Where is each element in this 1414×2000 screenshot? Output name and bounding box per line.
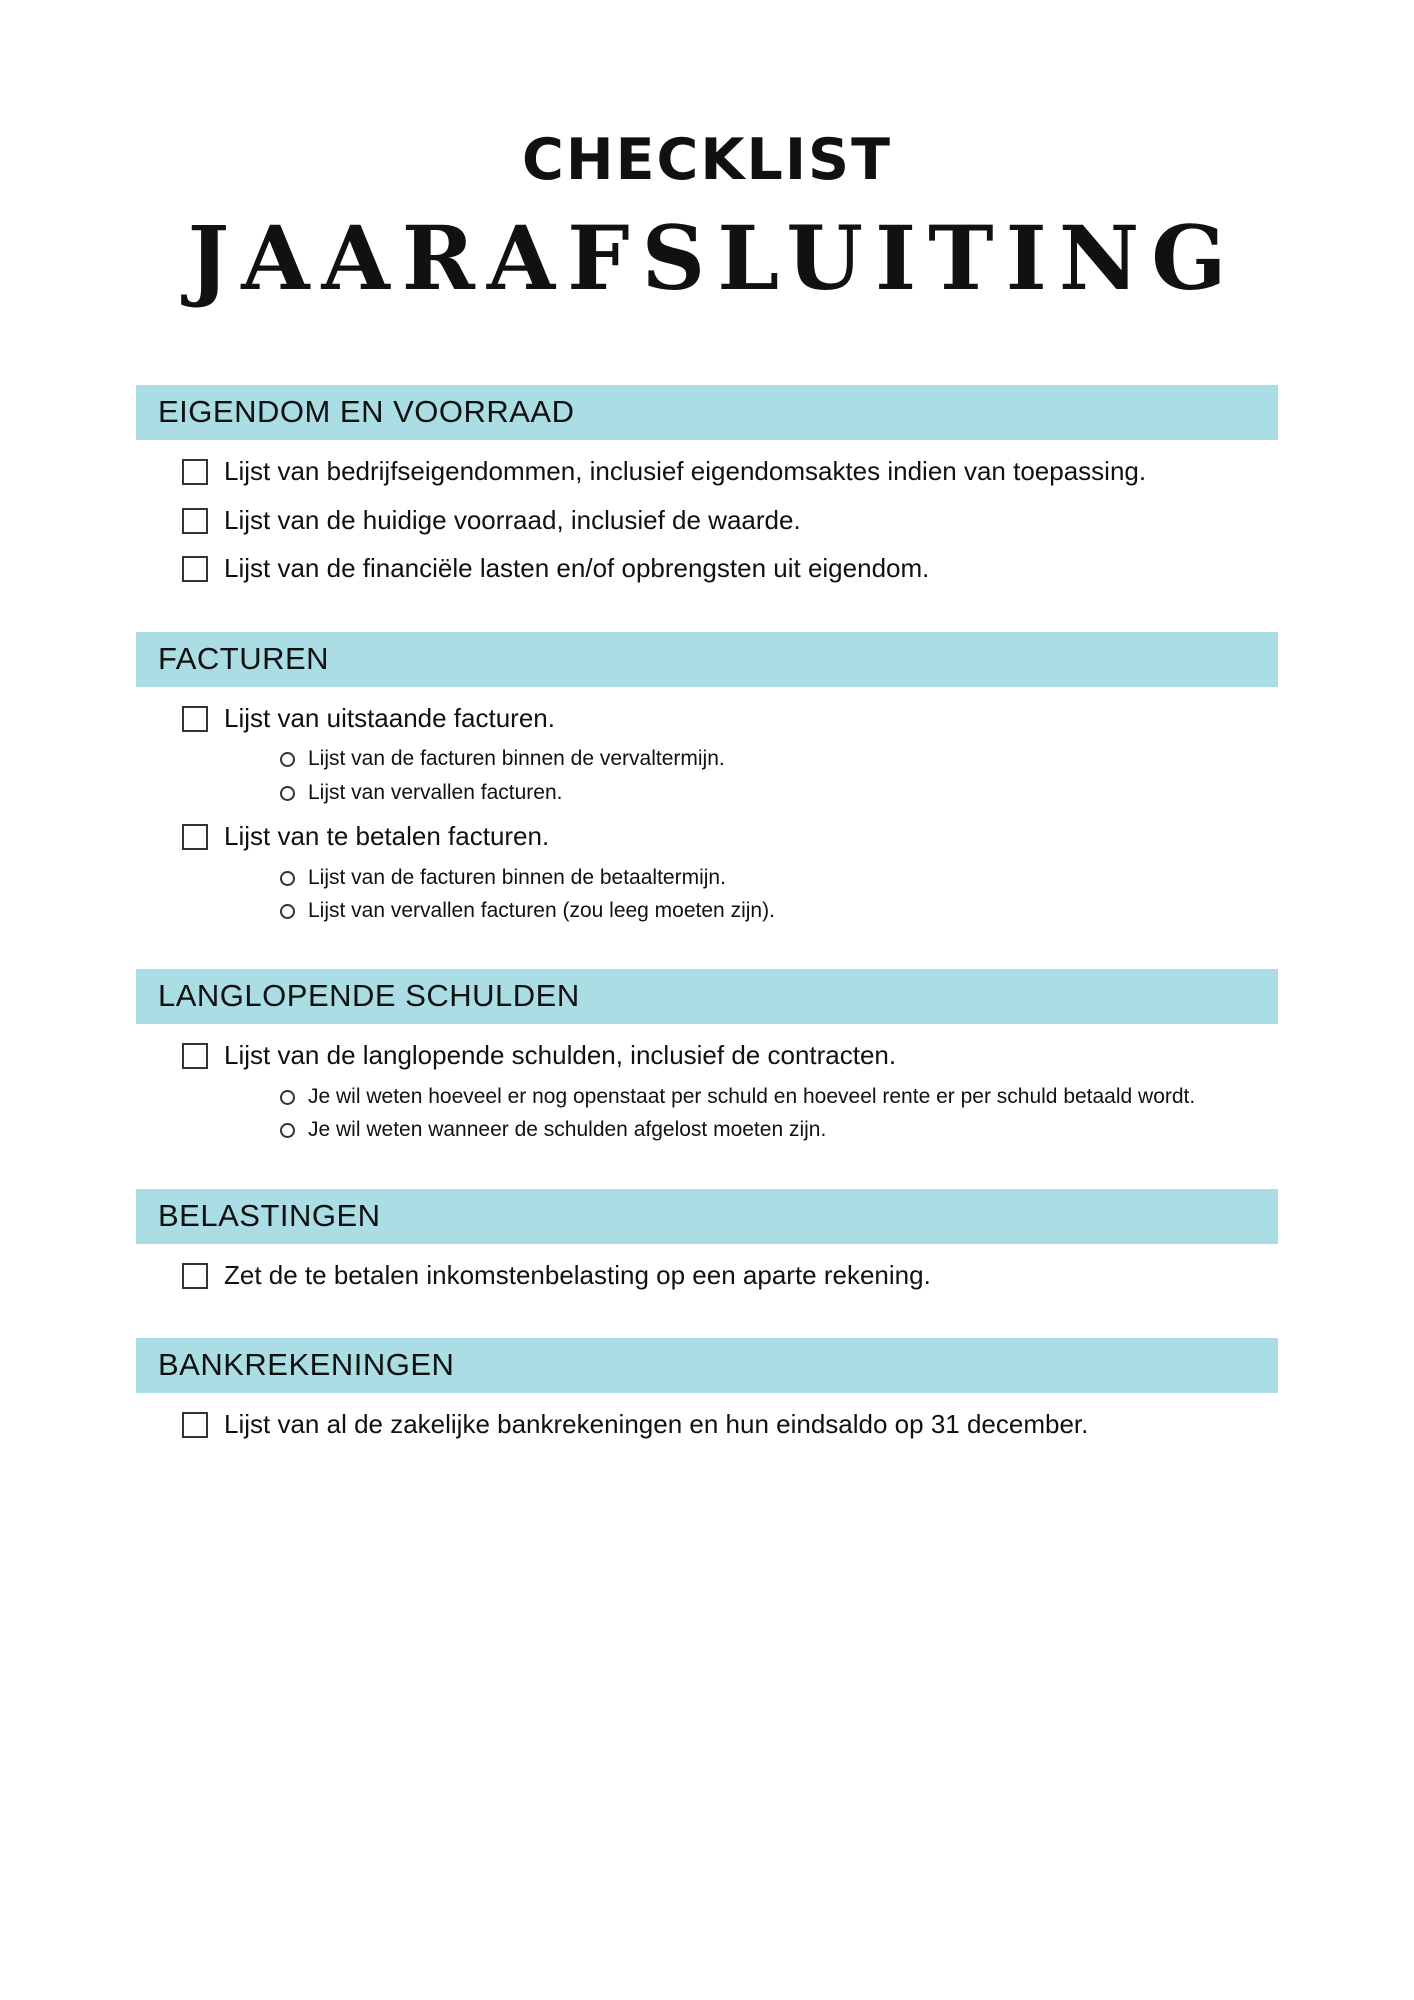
title-jaarafsluiting: JAARAFSLUITING <box>187 206 1239 310</box>
section-items <box>136 440 1278 586</box>
section-items <box>136 1024 1278 1144</box>
checklist-item[interactable] <box>182 1258 1278 1293</box>
title-checklist: CHECKLIST <box>522 127 892 193</box>
checklist-item-label: Lijst van te betalen facturen. <box>224 821 550 851</box>
section-spacer <box>136 937 1278 969</box>
checklist-subitem-label: Lijst van vervallen facturen. <box>308 780 563 804</box>
checklist-subitem-label: Lijst van de facturen binnen de betaaltermijn. <box>308 865 726 889</box>
checklist-item[interactable] <box>182 819 1278 854</box>
section-eigendom-en-voorraad <box>136 385 1278 586</box>
document-title-block <box>0 0 1414 313</box>
checklist-item-label: Zet de te betalen inkomstenbelasting op een aparte rekening. <box>224 1259 931 1290</box>
checklist-subitem[interactable] <box>280 897 1278 925</box>
checklist-subitem-label: Lijst van de facturen binnen de vervaltermijn. <box>308 747 725 771</box>
checklist-item-label: Lijst van uitstaande facturen. <box>224 702 555 733</box>
section-spacer <box>136 1306 1278 1338</box>
section-items <box>136 1393 1278 1442</box>
checklist-subitem[interactable] <box>280 1116 1278 1144</box>
checklist-item-label: Lijst van de huidige voorraad, inclusief de waarde. <box>224 504 801 535</box>
circle-bullet-icon[interactable] <box>280 752 295 767</box>
checklist-item[interactable] <box>182 503 1278 538</box>
checklist-subitem-label: Lijst van vervallen facturen (zou leeg moeten zijn). <box>308 898 775 922</box>
checklist-item[interactable] <box>182 551 1278 586</box>
checkbox-icon[interactable] <box>182 1263 208 1289</box>
section-items <box>136 687 1278 926</box>
checkbox-icon[interactable] <box>182 556 208 582</box>
checklist-subitem[interactable] <box>280 745 1278 773</box>
circle-bullet-icon[interactable] <box>280 904 295 919</box>
section-heading: LANGLOPENDE SCHULDEN <box>136 969 1278 1024</box>
circle-bullet-icon[interactable] <box>280 871 295 886</box>
checklist-item[interactable] <box>182 1407 1278 1442</box>
checkbox-icon[interactable] <box>182 508 208 534</box>
checklist-item[interactable] <box>182 454 1278 489</box>
section-langlopende-schulden <box>136 969 1278 1144</box>
section-spacer <box>136 600 1278 632</box>
section-heading: BANKREKENINGEN <box>136 1338 1278 1393</box>
circle-bullet-icon[interactable] <box>280 1090 295 1105</box>
checklist-subitems <box>182 1083 1278 1145</box>
checklist-item-label: Lijst van de financiële lasten en/of opbrengsten uit eigendom. <box>224 553 930 584</box>
circle-bullet-icon[interactable] <box>280 1123 295 1138</box>
checklist-subitem[interactable] <box>280 864 1278 892</box>
circle-bullet-icon[interactable] <box>280 786 295 801</box>
checklist-item-label: Lijst van de langlopende schulden, inclusief de contracten. <box>224 1040 897 1071</box>
checklist-subitem[interactable] <box>280 779 1278 807</box>
section-heading: BELASTINGEN <box>136 1189 1278 1244</box>
checklist-subitem-label: Je wil weten wanneer de schulden afgelost moeten zijn. <box>308 1118 827 1142</box>
checkbox-icon[interactable] <box>182 1412 208 1438</box>
checklist-sections <box>136 385 1278 1442</box>
section-belastingen <box>136 1189 1278 1293</box>
checklist-item-label: Lijst van bedrijfseigendommen, inclusief eigendomsaktes indien van toepassing. <box>224 456 1147 486</box>
checklist-item[interactable] <box>182 1038 1278 1073</box>
section-heading: EIGENDOM EN VOORRAAD <box>136 385 1278 440</box>
section-facturen <box>136 632 1278 926</box>
section-bankrekeningen <box>136 1338 1278 1442</box>
section-items <box>136 1244 1278 1293</box>
section-heading: FACTUREN <box>136 632 1278 687</box>
checkbox-icon[interactable] <box>182 824 208 850</box>
checklist-subitems <box>182 745 1278 807</box>
checklist-subitem[interactable] <box>280 1083 1278 1111</box>
checklist-subitems <box>182 864 1278 926</box>
checkbox-icon[interactable] <box>182 459 208 485</box>
checklist-subitem-label: Je wil weten hoeveel er nog openstaat per schuld en hoeveel rente er per schuld betaald wordt. <box>308 1084 1196 1108</box>
checkbox-icon[interactable] <box>182 1043 208 1069</box>
checklist-item[interactable] <box>182 701 1278 736</box>
checkbox-icon[interactable] <box>182 706 208 732</box>
checklist-item-label: Lijst van al de zakelijke bankrekeningen en hun eindsaldo op 31 december. <box>224 1409 1089 1440</box>
section-spacer <box>136 1157 1278 1189</box>
